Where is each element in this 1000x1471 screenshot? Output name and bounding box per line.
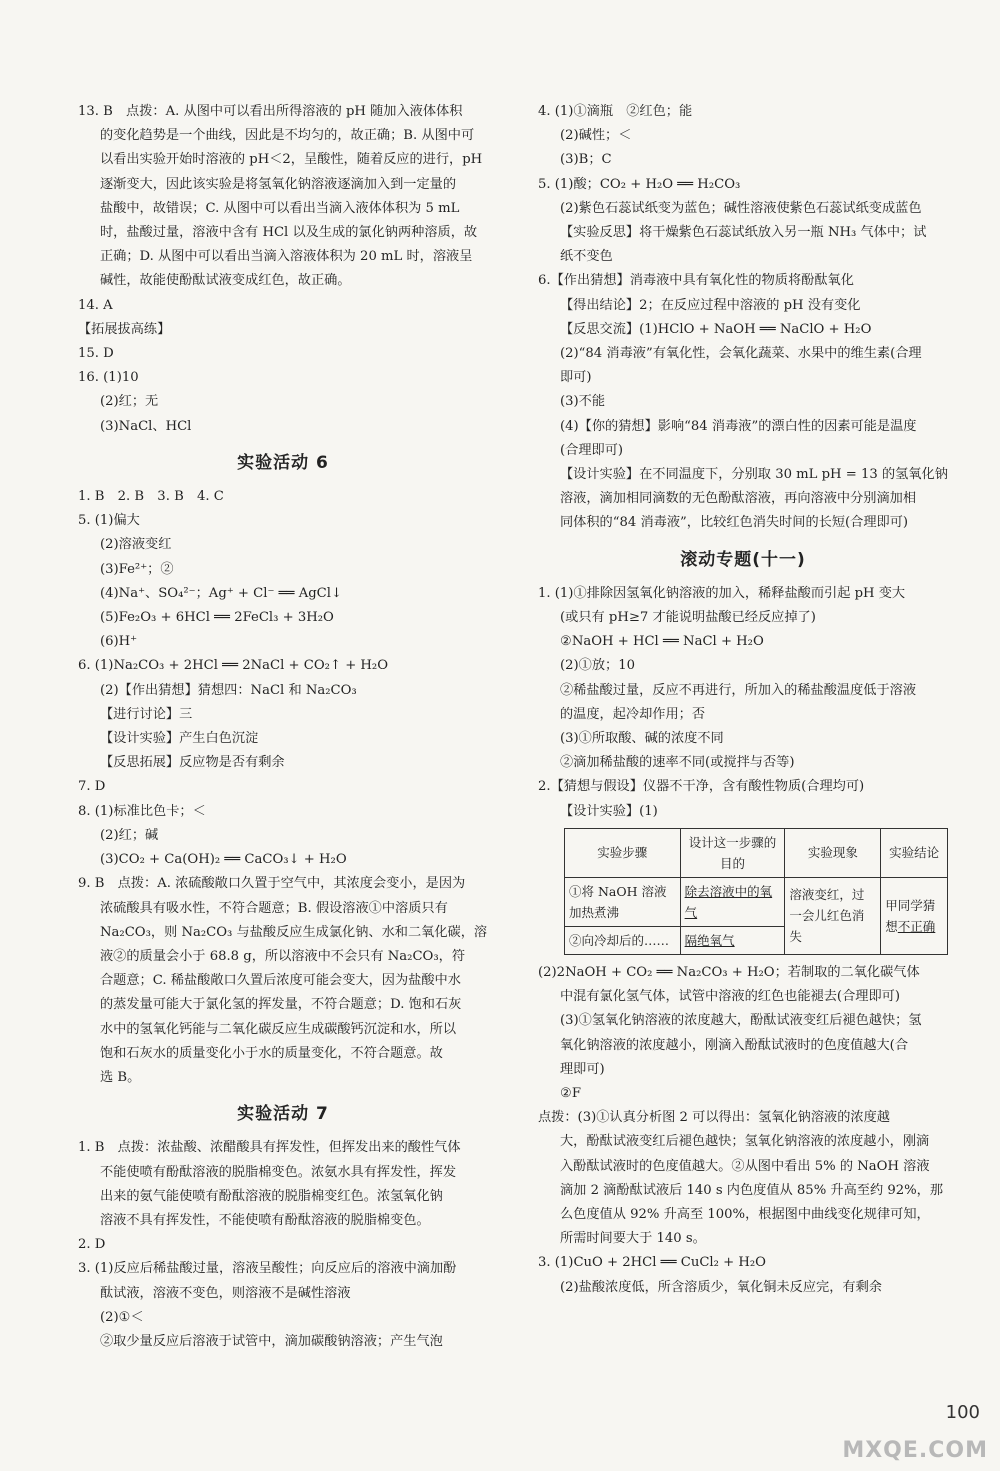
answer-line: 同体积的“84 消毒液”，比较红色消失时间的长短(合理即可) xyxy=(560,515,909,531)
answer-line: 溶液不具有挥发性，不能使喷有酚酞溶液的脱脂棉变色。 xyxy=(100,1212,430,1228)
answer-line: 么色度值从 92% 升高至 100%，根据图中曲线变化规律可知， xyxy=(560,1206,930,1222)
section-heading: 实验活动 6 xyxy=(237,452,329,473)
answer-line: 点拨：(3)①认真分析图 2 可以得出：氢氧化钠溶液的浓度越 xyxy=(538,1110,890,1126)
answer-line: (2)碱性；＜ xyxy=(560,128,632,144)
answer-line: (2)溶液变红 xyxy=(100,537,172,553)
answer-line: 6. (1)Na₂CO₃ + 2HCl ══ 2NaCl + CO₂↑ + H₂O xyxy=(78,658,389,674)
answer-line: 【反思交流】(1)HClO + NaOH ══ NaClO + H₂O xyxy=(560,321,872,337)
answer-line: ②滴加稀盐酸的速率不同(或搅拌与否等) xyxy=(560,755,795,771)
answer-line: 7. D xyxy=(78,779,106,795)
answer-line: (3)B；C xyxy=(560,152,612,168)
answer-line: 以看出实验开始时溶液的 pH＜2，呈酸性，随着反应的进行，pH xyxy=(100,152,483,168)
answer-line: 的变化趋势是一个曲线，因此是不均匀的，故正确；B. 从图中可 xyxy=(100,128,475,144)
answer-line: 1. B 2. B 3. B 4. C xyxy=(78,489,224,505)
answer-line: ②取少量反应后溶液于试管中，滴加碳酸钠溶液；产生气泡 xyxy=(100,1333,443,1349)
answer-line: 即可) xyxy=(560,370,592,386)
table-header: 设计这一步骤的目的 xyxy=(680,828,785,877)
answer-line: 【设计实验】在不同温度下，分别取 30 mL pH = 13 的氢氧化钠 xyxy=(560,467,948,483)
answer-line: (3)CO₂ + Ca(OH)₂ ══ CaCO₃↓ + H₂O xyxy=(100,852,347,868)
left-column xyxy=(78,100,488,1354)
answer-line: (2)红；无 xyxy=(100,394,159,410)
answer-line: 【设计实验】(1) xyxy=(560,803,658,819)
answer-line: 理即可) xyxy=(560,1061,605,1077)
answer-line: 15. D xyxy=(78,346,114,362)
answer-line: (2)“84 消毒液”有氧化性，会氧化蔬菜、水果中的维生素(合理 xyxy=(560,346,922,362)
answer-line: (4)Na⁺、SO₄²⁻；Ag⁺ + Cl⁻ ══ AgCl↓ xyxy=(100,585,343,601)
answer-line: (2)2NaOH + CO₂ ══ Na₂CO₃ + H₂O；若制取的二氧化碳气体 xyxy=(538,964,920,980)
table-header: 实验步骤 xyxy=(565,828,681,877)
answer-line: 中混有氯化氢气体，试管中溶液的红色也能褪去(合理即可) xyxy=(560,989,900,1005)
answer-line: 液②的质量会小于 68.8 g，所以溶液中不会只有 Na₂CO₃，符 xyxy=(100,948,466,964)
answer-line: 【拓展拔高练】 xyxy=(78,321,171,337)
answer-line: 3. (1)CuO + 2HCl ══ CuCl₂ + H₂O xyxy=(538,1255,766,1271)
answer-line: 出来的氨气能使喷有酚酞溶液的脱脂棉变红色。浓氢氧化钠 xyxy=(100,1188,443,1204)
answer-line: 2. D xyxy=(78,1237,106,1253)
table-cell: 溶液变红，过一会儿红色消失 xyxy=(785,877,881,954)
section-heading: 滚动专题(十一) xyxy=(680,549,806,570)
answer-line: 饱和石灰水的质量变化小于水的质量变化，不符合题意。故 xyxy=(100,1045,443,1061)
answer-line: (2)紫色石蕊试纸变为蓝色；碱性溶液使紫色石蕊试纸变成蓝色 xyxy=(560,200,922,216)
answer-line: 纸不变色 xyxy=(560,249,613,265)
answer-line: 正确；D. 从图中可以看出当滴入溶液体积为 20 mL 时，溶液呈 xyxy=(100,249,473,265)
answer-line: 浓硫酸具有吸水性，不符合题意；B. 假设溶液①中溶质只有 xyxy=(100,900,448,916)
answer-line: 13. B 点拨：A. 从图中可以看出所得溶液的 pH 随加入液体体积 xyxy=(78,104,463,119)
answer-line: (3)NaCl、HCl xyxy=(100,418,192,434)
answer-line: ②NaOH + HCl ══ NaCl + H₂O xyxy=(560,634,764,650)
answer-line: (2)盐酸浓度低，所含溶质少，氧化铜未反应完，有剩余 xyxy=(560,1279,882,1295)
answer-line: 时，盐酸过量，溶液中含有 HCl 以及生成的氯化钠两种溶质，故 xyxy=(100,225,478,241)
answer-line: (4)【你的猜想】影响“84 消毒液”的漂白性的因素可能是温度 xyxy=(560,418,917,434)
section-heading: 实验活动 7 xyxy=(237,1104,329,1125)
answer-line: 所需时间要大于 140 s。 xyxy=(560,1231,706,1247)
answer-line: 水中的氢氧化钙能与二氧化碳反应生成碳酸钙沉淀和水，所以 xyxy=(100,1021,457,1037)
answer-line: (2)红；碱 xyxy=(100,827,159,843)
watermark: MXQE.COM xyxy=(842,1438,988,1463)
answer-line: (3)不能 xyxy=(560,394,606,410)
answer-line: 4. (1)①滴瓶 ②红色；能 xyxy=(538,104,693,119)
answer-line: 碱性，故能使酚酞试液变成红色，故正确。 xyxy=(100,273,351,289)
answer-line: 5. (1)偏大 xyxy=(78,513,140,529)
answer-line: (或只有 pH≥7 才能说明盐酸已经反应掉了) xyxy=(560,610,816,626)
table-cell: ②向冷却后的…… xyxy=(565,926,681,954)
answer-line: (6)H⁺ xyxy=(100,634,138,650)
answer-line: 【设计实验】产生白色沉淀 xyxy=(100,731,259,747)
answer-line: 1. B 点拨：浓盐酸、浓醋酸具有挥发性，但挥发出来的酸性气体 xyxy=(78,1140,461,1156)
answer-line: Na₂CO₃，则 Na₂CO₃ 与盐酸反应生成氯化钠、水和二氧化碳，溶 xyxy=(100,924,488,940)
right-column xyxy=(538,100,948,1300)
answer-line: 大，酚酞试液变红后褪色越快；氢氧化钠溶液的浓度越小，刚滴 xyxy=(560,1134,930,1150)
answer-line: 逐渐变大，因此该实验是将氢氧化钠溶液逐滴加入到一定量的 xyxy=(100,176,457,192)
answer-line: 不能使喷有酚酞溶液的脱脂棉变色。浓氨水具有挥发性，挥发 xyxy=(100,1164,457,1180)
answer-line: 【反思拓展】反应物是否有剩余 xyxy=(100,755,285,771)
answer-line: 8. (1)标准比色卡；＜ xyxy=(78,803,206,819)
answer-line: (3)①氢氧化钠溶液的浓度越大，酚酞试液变红后褪色越快；氢 xyxy=(560,1013,922,1029)
answer-line: 合题意；C. 稀盐酸敞口久置后浓度可能会变大，因为盐酸中水 xyxy=(100,973,461,989)
answer-line: (3)Fe²⁺；② xyxy=(100,561,174,577)
answer-line: ②稀盐酸过量，反应不再进行，所加入的稀盐酸温度低于溶液 xyxy=(560,682,917,698)
answer-line: 酞试液，溶液不变色，则溶液不是碱性溶液 xyxy=(100,1285,351,1301)
answer-line: (5)Fe₂O₃ + 6HCl ══ 2FeCl₃ + 3H₂O xyxy=(100,610,334,626)
answer-line: 盐酸中，故错误；C. 从图中可以看出当滴入液体体积为 5 mL xyxy=(100,200,460,216)
table-header: 实验结论 xyxy=(881,828,948,877)
answer-line: 16. (1)10 xyxy=(78,370,139,386)
answer-line: 5. (1)酸；CO₂ + H₂O ══ H₂CO₃ xyxy=(538,176,741,192)
table-cell: ①将 NaOH 溶液加热煮沸 xyxy=(565,877,681,926)
answer-line: 选 B。 xyxy=(100,1069,141,1085)
answer-line: 入酚酞试液时的色度值越大。②从图中看出 5% 的 NaOH 溶液 xyxy=(560,1158,930,1174)
table-cell: 隔绝氧气 xyxy=(680,926,785,954)
answer-line: 的温度，起冷却作用；否 xyxy=(560,706,706,722)
answer-line: (2)【作出猜想】猜想四：NaCl 和 Na₂CO₃ xyxy=(100,682,357,698)
answer-line: 3. (1)反应后稀盐酸过量，溶液呈酸性；向反应后的溶液中滴加酚 xyxy=(78,1261,457,1277)
table-cell: 除去溶液中的氧气 xyxy=(680,877,785,926)
answer-line: 【实验反思】将干燥紫色石蕊试纸放入另一瓶 NH₃ 气体中；试 xyxy=(560,225,927,241)
answer-line: 2.【猜想与假设】仪器不干净，含有酸性物质(合理均可) xyxy=(538,779,865,795)
answer-line: (2)①放；10 xyxy=(560,658,636,674)
page-number: 100 xyxy=(945,1402,980,1423)
answer-line: 的蒸发量可能大于氯化氢的挥发量，不符合题意；D. 饱和石灰 xyxy=(100,997,462,1013)
answer-line: (2)①＜ xyxy=(100,1309,144,1325)
answer-line: 滴加 2 滴酚酞试液后 140 s 内色度值从 85% 升高至约 92%，那 xyxy=(560,1182,944,1198)
answer-line: (3)①所取酸、碱的浓度不同 xyxy=(560,731,724,747)
answer-line: 【进行讨论】三 xyxy=(100,706,193,722)
answer-line: 1. (1)①排除因氢氧化钠溶液的加入，稀释盐酸而引起 pH 变大 xyxy=(538,585,906,601)
answer-line: 溶液，滴加相同滴数的无色酚酞溶液，再向溶液中分别滴加相 xyxy=(560,491,917,507)
answer-line: 【得出结论】2；在反应过程中溶液的 pH 没有变化 xyxy=(560,297,861,313)
answer-line: 6.【作出猜想】消毒液中具有氧化性的物质将酚酞氧化 xyxy=(538,273,854,289)
experiment-table xyxy=(564,828,948,955)
table-header: 实验现象 xyxy=(785,828,881,877)
answer-line: (合理即可) xyxy=(560,442,624,458)
table-cell: 甲同学猜想不正确 xyxy=(881,877,948,954)
answer-line: 14. A xyxy=(78,297,113,313)
answer-line: ②F xyxy=(560,1085,581,1101)
answer-line: 9. B 点拨：A. 浓硫酸敞口久置于空气中，其浓度会变小，是因为 xyxy=(78,876,466,892)
answer-line: 氧化钠溶液的浓度越小，刚滴入酚酞试液时的色度值越大(合 xyxy=(560,1037,909,1053)
